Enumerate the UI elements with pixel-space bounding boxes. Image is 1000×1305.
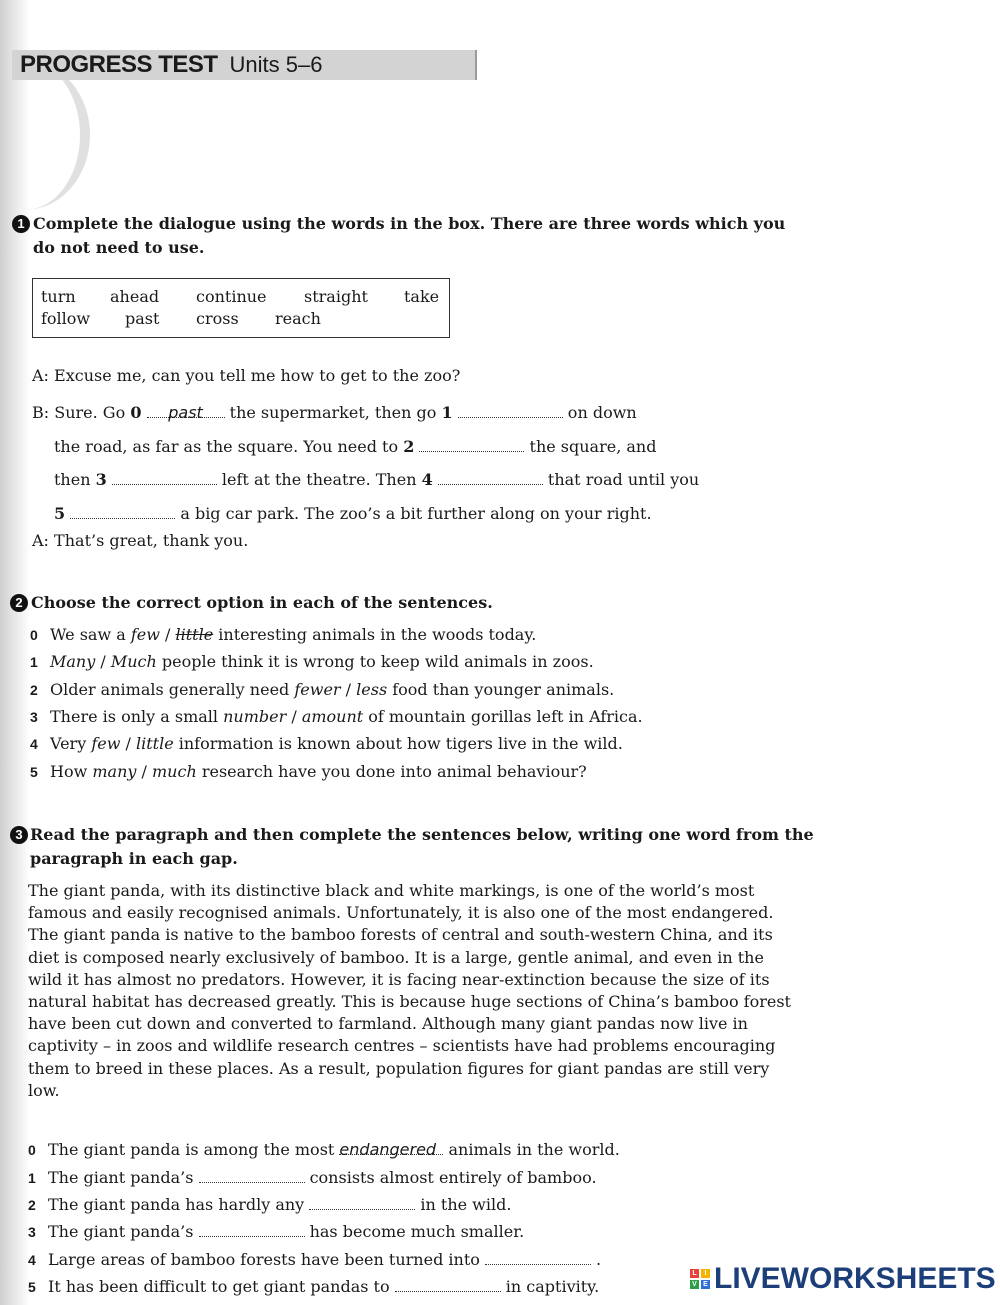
gap-5-input[interactable] [70,504,175,519]
dialogue-line-b4 [54,504,652,523]
option-sentence [30,680,614,699]
gap-0-answer-text: past [168,403,203,422]
dialogue-line-b3 [54,470,699,489]
gap-2-input[interactable] [419,437,524,452]
paragraph-line: The giant panda is native to the bamboo forests of central and south-western China, and its [28,925,773,945]
word-box-word: cross [196,309,239,328]
paragraph-line: The giant panda, with its distinctive black and white markings, is one of the world’s most [28,881,755,900]
gap-number: 1 [441,403,453,422]
item-number: 4 [28,1252,36,1268]
paragraph-line: low. [28,1080,60,1100]
sentence-text: interesting animals in the woods today. [213,625,537,644]
completion-sentence [28,1140,620,1159]
gap-0-answer [147,403,225,422]
paragraph-line: famous and easily recognised animals. Unfortunately, it is also one of the most endangered. [28,903,774,923]
word-box-word: straight [304,287,368,306]
option-1[interactable]: few [130,625,160,644]
section-3-instruction-line1: Read the paragraph and then complete the sentences below, writing one word from the [30,825,814,844]
sentence-text: Older animals generally need [50,680,295,699]
option-1[interactable]: few [91,734,121,753]
sentence-text: of mountain gorillas left in Africa. [363,707,643,726]
dialogue-text: Sure. Go [54,403,131,422]
dialogue-text: That’s great, thank you. [54,531,249,550]
sentence-text: people think it is wrong to keep wild animals in zoos. [156,652,594,671]
gap-number: 3 [95,470,107,489]
item-number: 0 [28,1142,36,1158]
dialogue-text: a big car park. The zoo’s a bit further along on your right. [175,504,652,523]
option-separator: / [340,680,357,699]
option-sentence [30,734,623,753]
dialogue-text: then [54,470,96,489]
logo-cell-v: V [690,1280,699,1289]
gap-2-input[interactable] [309,1195,415,1210]
word-box-word: turn [41,287,76,306]
option-1[interactable]: many [92,762,137,781]
option-sentence [30,707,643,726]
gap-4-input[interactable] [485,1250,591,1265]
word-box-word: take [404,287,440,306]
gap-5-input[interactable] [395,1277,501,1292]
dialogue-line-a2 [32,531,248,550]
paragraph-line: diet is composed nearly exclusively of bamboo. It is a large, gentle animal, and even in the [28,947,764,967]
section-2-instruction: Choose the correct option in each of the sentences. [31,593,493,612]
option-1[interactable]: number [223,707,287,726]
item-number: 5 [28,1279,36,1295]
dialogue-text: on down [562,403,637,422]
speaker-a: A: [32,531,49,550]
item-number: 0 [30,627,38,643]
gap-number: 0 [130,403,142,422]
dialogue-text: Excuse me, can you tell me how to get to the zoo? [54,366,461,385]
dialogue-line-b2 [54,437,656,456]
option-separator: / [120,734,136,753]
completion-sentence [28,1250,601,1269]
option-separator: / [159,625,176,644]
dialogue-text: left at the theatre. Then [216,470,422,489]
word-box-word: ahead [110,287,160,306]
gap-0-answer-text: endangered [339,1140,437,1159]
gap-4-input[interactable] [438,470,543,485]
option-1[interactable]: Many [50,652,96,671]
completion-sentence [28,1222,524,1241]
word-box-word: continue [196,287,267,306]
logo-cell-i: I [701,1269,710,1278]
word-box-word: reach [275,309,321,328]
sentence-text: animals in the world. [443,1140,620,1159]
option-sentence [30,762,587,781]
option-separator: / [286,707,302,726]
item-number: 2 [28,1197,36,1213]
dialogue-text: the road, as far as the square. You need to [54,437,404,456]
option-2[interactable]: Much [110,652,157,671]
item-number: 2 [30,682,38,698]
sentence-text: in captivity. [500,1277,600,1296]
paragraph-line: natural habitat has decreased greatly. This is because huge sections of China’s bamboo forest [28,992,791,1012]
dialogue-text: that road until you [542,470,700,489]
gap-1-input[interactable] [199,1168,305,1183]
sentence-text: research have you done into animal behaviour? [196,762,587,781]
logo-cell-e: E [701,1280,710,1289]
option-1[interactable]: fewer [294,680,341,699]
option-2[interactable]: amount [301,707,364,726]
sentence-text: How [50,762,93,781]
item-number: 3 [28,1224,36,1240]
reading-paragraph [28,880,803,1102]
page-title: PROGRESS TEST [20,51,218,78]
word-box-word: follow [41,309,91,328]
dialogue-text: the supermarket, then go [224,403,442,422]
completion-sentence [28,1195,511,1214]
header-bar [12,50,477,80]
dialogue-line-a1 [32,366,460,385]
item-number: 1 [28,1170,36,1186]
section-2-number: 2 [10,594,28,612]
item-number: 1 [30,654,38,670]
gap-number: 4 [421,470,433,489]
section-3-instruction [30,823,814,871]
word-box [32,278,450,338]
option-2[interactable]: much [152,762,197,781]
sentence-text: We saw a [50,625,131,644]
item-number: 4 [30,736,38,752]
completion-sentence [28,1277,599,1296]
option-separator: / [136,762,152,781]
word-box-word: past [125,309,160,328]
paragraph-line: wild it has almost no predators. However, it is facing near-extinction because the size of its [28,969,770,989]
paragraph-line: have been cut down and converted to farmland. Although many giant pandas now live in [28,1014,748,1034]
item-number: 5 [30,764,38,780]
completion-sentence [28,1168,597,1187]
section-3-number: 3 [10,826,28,844]
section-1-instruction-line2: do not need to use. [33,238,205,257]
option-2[interactable]: little [175,625,214,644]
sentence-text: The giant panda has hardly any [48,1195,310,1214]
sentence-text: has become much smaller. [304,1222,525,1241]
sentence-text: Large areas of bamboo forests have been turned into [48,1250,485,1269]
gap-1-input[interactable] [458,403,563,418]
section-3-instruction-line2: paragraph in each gap. [30,849,238,868]
option-2[interactable]: less [356,680,388,699]
scan-page-curl [0,60,90,210]
logo-icon [690,1269,710,1289]
sentence-text: in the wild. [415,1195,512,1214]
gap-3-input[interactable] [112,470,217,485]
speaker-a: A: [32,366,49,385]
option-2[interactable]: little [135,734,174,753]
sentence-text: It has been difficult to get giant pandas to [48,1277,395,1296]
sentence-text: There is only a small [50,707,224,726]
liveworksheets-logo [690,1262,996,1296]
option-sentence [30,625,536,644]
sentence-text: The giant panda is among the most [48,1140,340,1159]
sentence-text: consists almost entirely of bamboo. [304,1168,597,1187]
dialogue-line-b1 [32,403,637,422]
dialogue-text: the square, and [524,437,657,456]
gap-number: 5 [54,504,66,523]
sentence-text: Very [50,734,92,753]
paragraph-line: captivity – in zoos and wildlife research centres – scientists have had problems encouraging [28,1036,776,1056]
speaker-b: B: [32,403,50,422]
gap-0-answer [339,1140,443,1159]
sentence-text: information is known about how tigers live in the wild. [173,734,623,753]
option-sentence [30,652,594,671]
paragraph-line: them to breed in these places. As a result, population figures for giant pandas are still very [28,1058,770,1078]
section-1-instruction-line1: Complete the dialogue using the words in the box. There are three words which you [33,214,786,233]
sentence-text: . [590,1250,602,1269]
gap-3-input[interactable] [199,1222,305,1237]
logo-cell-l: L [690,1269,699,1278]
option-separator: / [95,652,111,671]
section-1-instruction [33,212,785,260]
section-1-number: 1 [12,215,30,233]
logo-text: LIVEWORKSHEETS [714,1262,996,1295]
gap-number: 2 [403,437,415,456]
item-number: 3 [30,709,38,725]
sentence-text: food than younger animals. [387,680,615,699]
sentence-text: The giant panda’s [48,1222,199,1241]
sentence-text: The giant panda’s [48,1168,199,1187]
page-units: Units 5–6 [229,52,323,77]
